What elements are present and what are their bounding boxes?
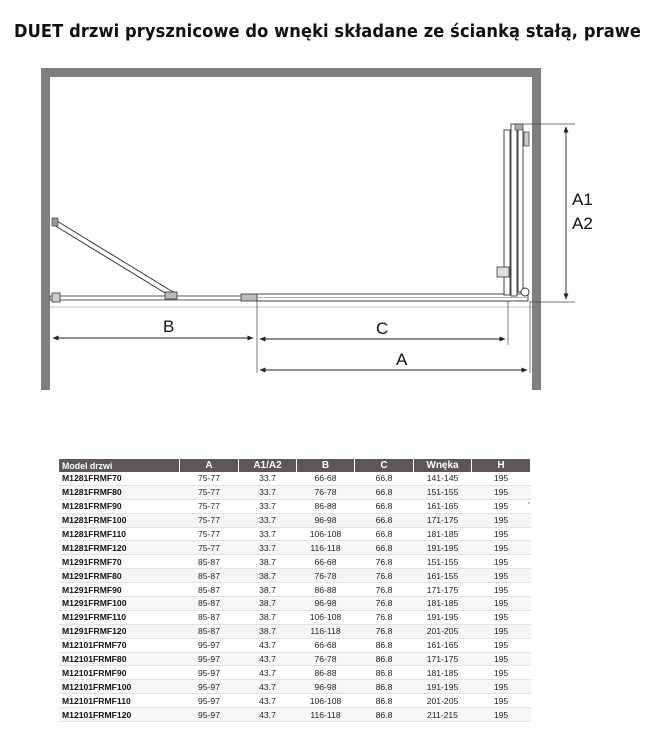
table-row	[59, 694, 531, 708]
cell-c: 76.8	[355, 583, 414, 597]
cell-a1-a2: 38.7	[239, 624, 297, 638]
table-row	[59, 472, 531, 485]
cell-c: 66.8	[355, 472, 414, 485]
extension-lines	[257, 301, 530, 373]
cell-a1-a2: 43.7	[239, 666, 297, 680]
cell-model: M12101FRMF100	[59, 680, 180, 694]
header-wneka: Wnęka	[414, 459, 472, 472]
label-a1: A1	[572, 190, 593, 209]
cell-model: M1281FRMF120	[59, 541, 180, 555]
cell-a: 95-97	[180, 680, 239, 694]
table-row	[59, 652, 531, 666]
cell-h: 195	[472, 638, 531, 652]
header-b: B	[297, 459, 355, 472]
cell-a1-a2: 43.7	[239, 638, 297, 652]
cell-h: 195	[472, 499, 531, 513]
cell-h: 195	[472, 708, 531, 722]
table-row	[59, 666, 531, 680]
cell-c: 86.8	[355, 680, 414, 694]
niche-walls	[41, 68, 541, 390]
cell-h: 195	[472, 527, 531, 541]
cell-model: M1281FRMF80	[59, 485, 180, 499]
cell-wneka: 201-205	[414, 624, 472, 638]
cell-a1-a2: 33.7	[239, 472, 297, 485]
cell-wneka: 161-165	[414, 638, 472, 652]
table-row	[59, 583, 531, 597]
cell-h: 195	[472, 513, 531, 527]
cell-h: 195	[472, 485, 531, 499]
table-row	[59, 708, 531, 722]
cell-model: M1291FRMF110	[59, 610, 180, 624]
table-row	[59, 485, 531, 499]
cell-a: 85-87	[180, 555, 239, 569]
cell-wneka: 151-155	[414, 485, 472, 499]
table-row	[59, 638, 531, 652]
cell-b: 76-78	[297, 652, 355, 666]
cell-b: 66-68	[297, 472, 355, 485]
header-h: H	[472, 459, 531, 472]
cell-model: M1291FRMF70	[59, 555, 180, 569]
cell-a1-a2: 43.7	[239, 652, 297, 666]
table-row	[59, 499, 531, 513]
cell-a: 95-97	[180, 638, 239, 652]
cell-model: M1281FRMF100	[59, 513, 180, 527]
cell-c: 66.8	[355, 499, 414, 513]
cell-model: M12101FRMF80	[59, 652, 180, 666]
cell-wneka: 161-155	[414, 569, 472, 583]
cell-a: 85-87	[180, 583, 239, 597]
cell-b: 106-108	[297, 527, 355, 541]
header-c: C	[355, 459, 414, 472]
cell-a1-a2: 33.7	[239, 499, 297, 513]
cell-wneka: 181-185	[414, 527, 472, 541]
cell-wneka: 171-175	[414, 652, 472, 666]
cell-a1-a2: 38.7	[239, 610, 297, 624]
table-header-row	[59, 459, 531, 472]
cell-a1-a2: 33.7	[239, 513, 297, 527]
cell-h: 195	[472, 597, 531, 611]
cell-a: 85-87	[180, 610, 239, 624]
fixed-panel-profile	[497, 124, 529, 296]
cell-c: 66.8	[355, 513, 414, 527]
cell-a1-a2: 33.7	[239, 541, 297, 555]
cell-a1-a2: 38.7	[239, 569, 297, 583]
cell-c: 76.8	[355, 610, 414, 624]
cell-b: 86-88	[297, 583, 355, 597]
table-row	[59, 513, 531, 527]
cell-b: 96-98	[297, 513, 355, 527]
cell-c: 66.8	[355, 527, 414, 541]
cell-a: 75-77	[180, 527, 239, 541]
cell-h: 195	[472, 555, 531, 569]
table-row	[59, 610, 531, 624]
cell-model: M1281FRMF110	[59, 527, 180, 541]
cell-model: M1291FRMF90	[59, 583, 180, 597]
cell-a: 75-77	[180, 499, 239, 513]
table-row	[59, 527, 531, 541]
cell-b: 86-88	[297, 666, 355, 680]
cell-b: 116-118	[297, 541, 355, 555]
cell-wneka: 191-195	[414, 541, 472, 555]
cell-wneka: 161-165	[414, 499, 472, 513]
cell-a1-a2: 33.7	[239, 527, 297, 541]
cell-c: 76.8	[355, 624, 414, 638]
cell-wneka: 191-195	[414, 610, 472, 624]
cell-a: 75-77	[180, 541, 239, 555]
dimensions-table	[59, 459, 531, 722]
header-a1-a2: A1/A2	[239, 459, 297, 472]
cell-b: 116-118	[297, 624, 355, 638]
cell-b: 76-78	[297, 569, 355, 583]
cell-b: 96-98	[297, 597, 355, 611]
cell-h: 195	[472, 569, 531, 583]
cell-a: 75-77	[180, 485, 239, 499]
folding-door-panel	[52, 218, 177, 299]
stray-dot	[528, 502, 530, 504]
cell-wneka: 191-195	[414, 680, 472, 694]
cell-wneka: 211-215	[414, 708, 472, 722]
cell-a1-a2: 43.7	[239, 694, 297, 708]
cell-b: 96-98	[297, 680, 355, 694]
cell-model: M1281FRMF70	[59, 472, 180, 485]
label-b: B	[163, 317, 175, 336]
cell-wneka: 151-155	[414, 555, 472, 569]
cell-c: 86.8	[355, 638, 414, 652]
cell-h: 195	[472, 652, 531, 666]
bottom-profile	[50, 293, 532, 307]
cell-model: M12101FRMF70	[59, 638, 180, 652]
cell-model: M12101FRMF120	[59, 708, 180, 722]
cell-h: 195	[472, 666, 531, 680]
cell-b: 106-108	[297, 610, 355, 624]
cell-model: M1291FRMF80	[59, 569, 180, 583]
cell-c: 76.8	[355, 569, 414, 583]
cell-wneka: 171-175	[414, 513, 472, 527]
cell-model: M1291FRMF120	[59, 624, 180, 638]
cell-a: 85-87	[180, 597, 239, 611]
dimension-a1-a2	[518, 124, 575, 302]
cell-a: 95-97	[180, 694, 239, 708]
cell-b: 76-78	[297, 485, 355, 499]
cell-a: 95-97	[180, 652, 239, 666]
table-row	[59, 624, 531, 638]
cell-h: 195	[472, 472, 531, 485]
table-row	[59, 597, 531, 611]
cell-h: 195	[472, 583, 531, 597]
cell-b: 66-68	[297, 555, 355, 569]
cell-a: 75-77	[180, 472, 239, 485]
cell-a1-a2: 38.7	[239, 583, 297, 597]
table-row	[59, 569, 531, 583]
cell-a1-a2: 33.7	[239, 485, 297, 499]
cell-c: 86.8	[355, 708, 414, 722]
cell-a1-a2: 43.7	[239, 708, 297, 722]
cell-b: 66-68	[297, 638, 355, 652]
label-c: C	[376, 319, 389, 338]
header-model: Model drzwi	[59, 459, 180, 472]
cell-wneka: 181-185	[414, 597, 472, 611]
cell-wneka: 141-145	[414, 472, 472, 485]
cell-b: 106-108	[297, 694, 355, 708]
page-title: DUET drzwi prysznicowe do wnęki składane ze ścianką stałą, prawe	[14, 22, 642, 42]
cell-model: M1281FRMF90	[59, 499, 180, 513]
label-a2: A2	[572, 214, 593, 233]
cell-h: 195	[472, 610, 531, 624]
cell-c: 86.8	[355, 666, 414, 680]
cell-c: 66.8	[355, 485, 414, 499]
cell-model: M1291FRMF100	[59, 597, 180, 611]
cell-a1-a2: 38.7	[239, 597, 297, 611]
cell-a1-a2: 43.7	[239, 680, 297, 694]
cell-c: 86.8	[355, 694, 414, 708]
cell-b: 116-118	[297, 708, 355, 722]
table-row	[59, 555, 531, 569]
cell-c: 66.8	[355, 541, 414, 555]
cell-c: 86.8	[355, 652, 414, 666]
cell-a: 95-97	[180, 666, 239, 680]
cell-h: 195	[472, 680, 531, 694]
cell-h: 195	[472, 694, 531, 708]
cell-model: M12101FRMF90	[59, 666, 180, 680]
cell-wneka: 171-175	[414, 583, 472, 597]
cell-wneka: 181-185	[414, 666, 472, 680]
cell-c: 76.8	[355, 597, 414, 611]
cell-a: 95-97	[180, 708, 239, 722]
cell-h: 195	[472, 624, 531, 638]
table-row	[59, 680, 531, 694]
cell-a: 75-77	[180, 513, 239, 527]
cell-c: 76.8	[355, 555, 414, 569]
cell-a1-a2: 38.7	[239, 555, 297, 569]
label-a: A	[396, 350, 408, 369]
cell-model: M12101FRMF110	[59, 694, 180, 708]
cell-a: 85-87	[180, 624, 239, 638]
cell-a: 85-87	[180, 569, 239, 583]
cell-h: 195	[472, 541, 531, 555]
cell-wneka: 201-205	[414, 694, 472, 708]
header-a: A	[180, 459, 239, 472]
table-row	[59, 541, 531, 555]
cell-b: 86-88	[297, 499, 355, 513]
